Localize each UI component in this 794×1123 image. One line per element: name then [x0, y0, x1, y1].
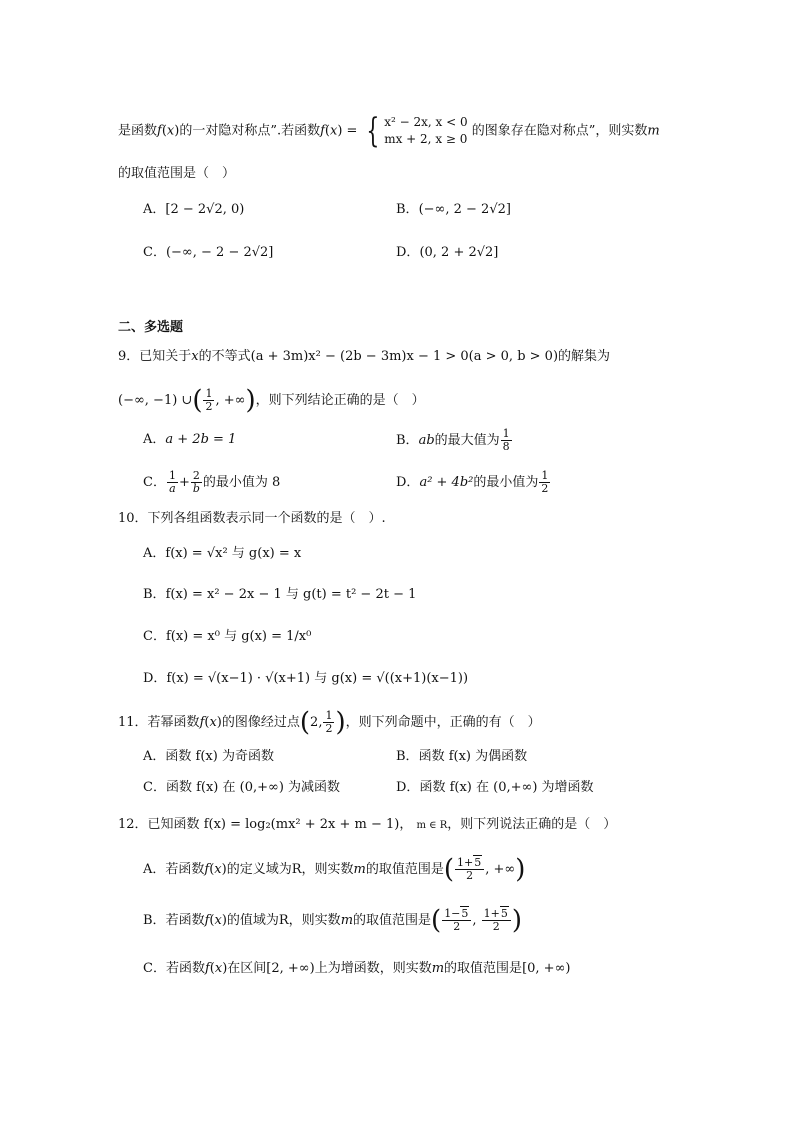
q11-option-b[interactable]: B．函数 f(x) 为偶函数 — [396, 749, 528, 764]
q9-option-d[interactable]: D．a² + 4b²的最小值为 $\frac{1}{2}$ — [396, 469, 549, 495]
q9-line1: 9．已知关于x的不等式(a + 3m)x² − (2b − 3m)x − 1 > 0(a > 0, b > 0)的解集为 — [118, 349, 611, 364]
q8-option-d[interactable]: D．(0, 2 + 2√2] — [396, 245, 499, 260]
q11-stem: 11．若幂函数f(x)的图像经过点(2, $\frac{1}{2}$ )，则下列命题中，正确的有（ ） — [118, 707, 541, 738]
q8-option-c[interactable]: C．(−∞, − 2 − 2√2] — [143, 245, 274, 260]
q10-option-b[interactable]: B．f(x) = x² − 2x − 1 与 g(t) = t² − 2t − 1 — [143, 587, 417, 602]
q12-option-b[interactable]: B．若函数f(x)的值域为R，则实数m的取值范围是( $\frac{1-5}{2}$ , $\frac{1+5}{2}$ ) — [143, 905, 523, 936]
q9-option-b[interactable]: B．ab的最大值为 $\frac{1}{8}$ — [396, 427, 510, 453]
q12-stem: 12．已知函数 f(x) = log₂(mx² + 2x + m − 1)， m ∈ R，则下列说法正确的是（ ） — [118, 817, 617, 832]
piecewise-function: x² − 2x, x < 0 mx + 2, x ≥ 0 — [384, 115, 468, 146]
q8-option-b[interactable]: B．(−∞, 2 − 2√2] — [396, 202, 511, 217]
q12-option-a[interactable]: A．若函数f(x)的定义域为R，则实数m的取值范围是( $\frac{1+5}{2}$ , +∞) — [143, 854, 526, 885]
q8-line2: 的取值范围是（ ） — [118, 166, 236, 181]
q10-option-d[interactable]: D．f(x) = √(x−1) · √(x+1) 与 g(x) = √((x+1)(x−1)) — [143, 671, 469, 686]
q11-option-d[interactable]: D．函数 f(x) 在 (0,+∞) 为增函数 — [396, 780, 594, 795]
q10-option-c[interactable]: C．f(x) = x⁰ 与 g(x) = 1/x⁰ — [143, 629, 312, 644]
q10-option-a[interactable]: A．f(x) = √x² 与 g(x) = x — [143, 546, 302, 561]
q9-line2: (−∞, −1) ∪( $\frac{1}{2}$ , +∞)，则下列结论正确的是（ ） — [118, 385, 425, 416]
q11-option-c[interactable]: C．函数 f(x) 在 (0,+∞) 为减函数 — [143, 780, 341, 795]
q9-option-c[interactable]: C． $\frac{1}{a}$ + $\frac{2}{b}$ 的最小值为 8 — [143, 469, 281, 495]
section-heading: 二、多选题 — [118, 320, 184, 335]
q11-option-a[interactable]: A．函数 f(x) 为奇函数 — [143, 749, 274, 764]
q9-option-a[interactable]: A．a + 2b = 1 — [143, 432, 237, 447]
q10-stem: 10．下列各组函数表示同一个函数的是（ ）. — [118, 511, 386, 526]
q12-option-c[interactable]: C．若函数f(x)在区间[2, +∞)上为增函数，则实数m的取值范围是[0, +∞) — [143, 961, 571, 976]
q8-line1: 是函数f(x)的一对隐对称点”.若函数f(x) = { x² − 2x, x < 0 mx + 2, x ≥ 0 的图象存在隐对称点”，则实数m — [118, 111, 660, 151]
q8-option-a[interactable]: A．[2 − 2√2, 0) — [143, 202, 245, 217]
